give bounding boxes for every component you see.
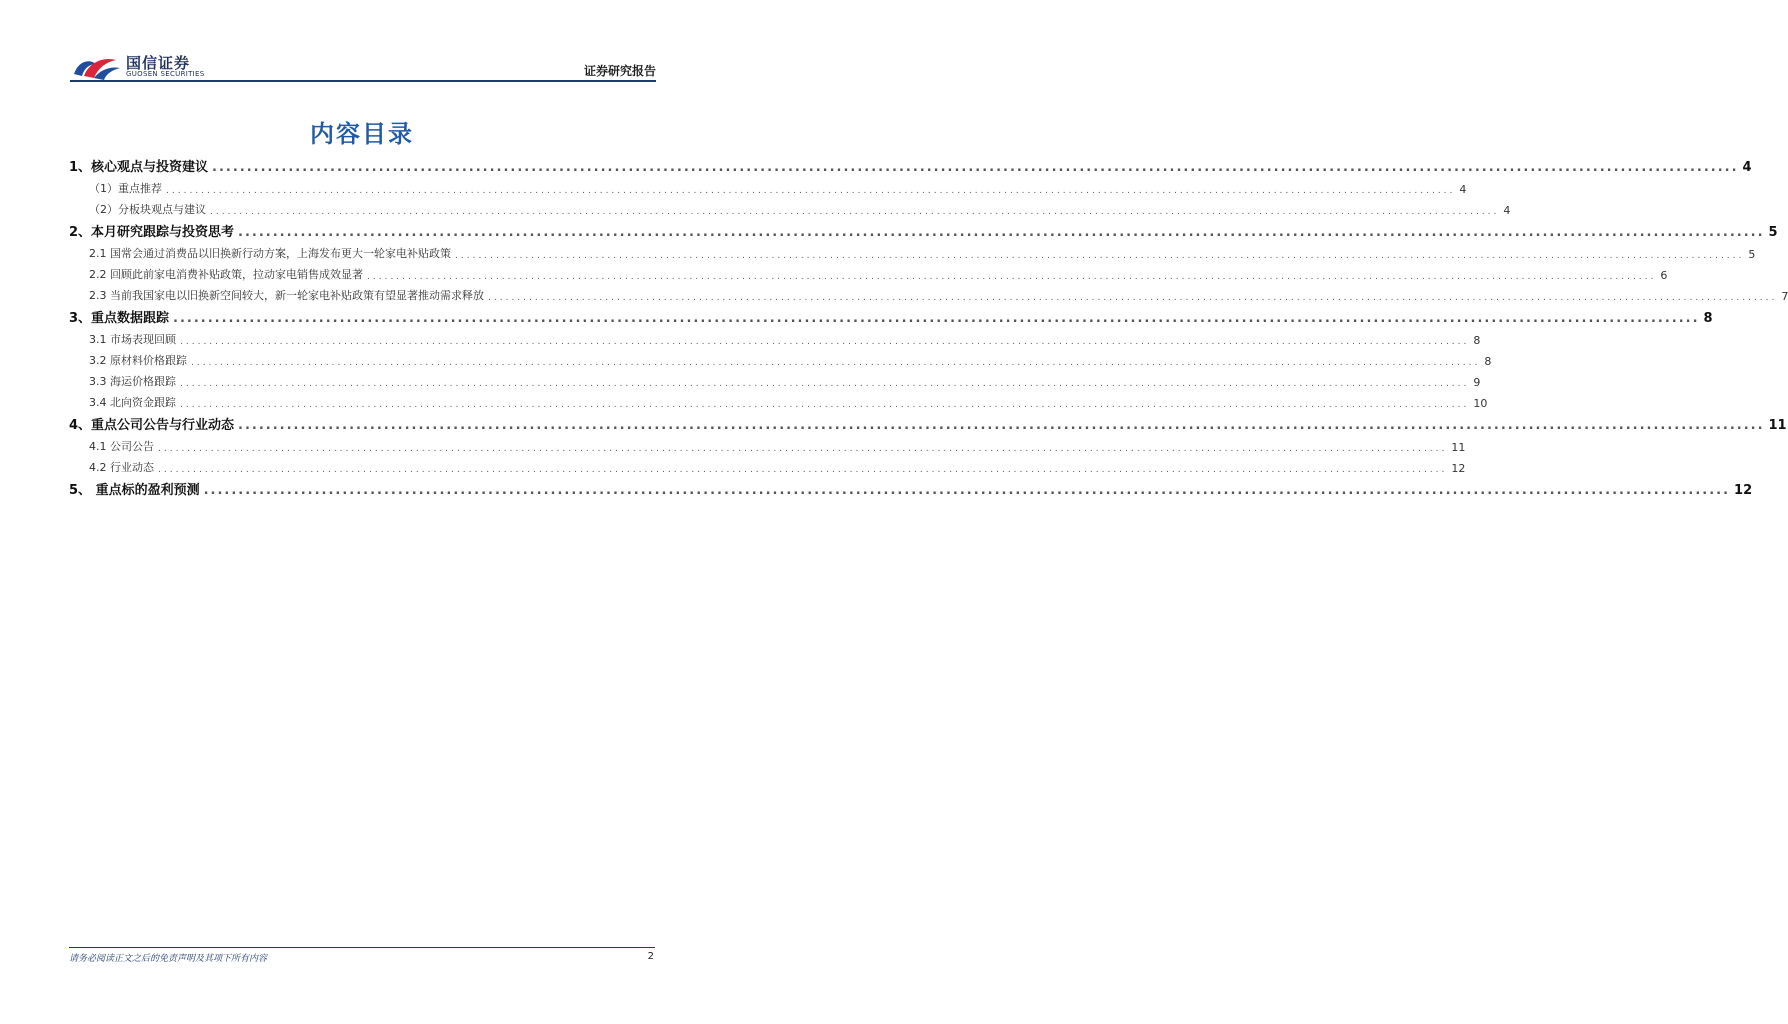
toc-subsection-entry[interactable] — [69, 240, 1756, 261]
toc-entry-label: 1、核心观点与投资建议 — [69, 160, 209, 175]
toc-section-entry[interactable] — [69, 475, 1753, 498]
toc-entry-label: （1）重点推荐 — [89, 182, 162, 195]
toc-leader-dots: ............................................................................................................................................................................................................................ — [180, 337, 1470, 347]
toc-entry-label: 4.2 行业动态 — [89, 461, 154, 474]
toc-entry-label: 2.1 国常会通过消费品以旧换新行动方案，上海发布更大一轮家电补贴政策 — [89, 247, 451, 260]
toc-entry-page: 9 — [1473, 376, 1481, 389]
toc-entry-label: 2.3 当前我国家电以旧换新空间较大，新一轮家电补贴政策有望显著推动需求释放 — [89, 289, 484, 302]
toc-entry-label: 2.2 回顾此前家电消费补贴政策，拉动家电销售成效显著 — [89, 268, 363, 281]
toc-entry-page: 5 — [1768, 225, 1778, 240]
header-divider — [70, 80, 656, 82]
toc-entry-label: 2、本月研究跟踪与投资思考 — [69, 225, 235, 240]
toc-section-entry[interactable] — [69, 217, 1778, 240]
toc-entry-label: 4、重点公司公告与行业动态 — [69, 418, 235, 433]
toc-section-entry[interactable] — [69, 152, 1752, 175]
toc-leader-dots: ............................................................................................................................................................................................................................ — [173, 311, 1700, 326]
toc-entry-page: 12 — [1734, 483, 1753, 498]
toc-section-entry[interactable] — [69, 303, 1713, 326]
page-header — [70, 50, 656, 84]
toc-subsection-entry[interactable] — [69, 196, 1511, 217]
toc-entry-page: 4 — [1742, 160, 1752, 175]
table-of-contents — [69, 152, 1788, 498]
toc-entry-page: 8 — [1473, 334, 1481, 347]
toc-leader-dots: ............................................................................................................................................................................................................................ — [238, 418, 1765, 433]
toc-leader-dots: ............................................................................................................................................................................................................................ — [203, 483, 1731, 498]
toc-entry-page: 6 — [1660, 269, 1668, 282]
toc-leader-dots: ............................................................................................................................................................................................................................ — [367, 272, 1657, 282]
toc-entry-label: 4.1 公司公告 — [89, 440, 154, 453]
toc-entry-label: （2）分板块观点与建议 — [89, 203, 206, 216]
toc-subsection-entry[interactable] — [69, 368, 1481, 389]
company-logo — [70, 50, 210, 84]
logo-english-name: GUOSEN SECURITIES — [126, 70, 205, 78]
toc-entry-page: 8 — [1703, 311, 1713, 326]
toc-entry-page: 11 — [1768, 418, 1787, 433]
toc-title: 内容目录 — [310, 120, 414, 148]
toc-entry-page: 7 — [1781, 290, 1788, 303]
toc-leader-dots: ............................................................................................................................................................................................................................ — [238, 225, 1765, 240]
toc-leader-dots: ............................................................................................................................................................................................................................ — [158, 444, 1448, 454]
guosen-logo-icon — [70, 52, 122, 82]
toc-leader-dots: ............................................................................................................................................................................................................................ — [210, 207, 1500, 217]
toc-entry-page: 4 — [1459, 183, 1467, 196]
toc-leader-dots: ............................................................................................................................................................................................................................ — [166, 186, 1456, 196]
toc-leader-dots: ............................................................................................................................................................................................................................ — [455, 251, 1745, 261]
toc-entry-label: 3.1 市场表现回顾 — [89, 333, 176, 346]
footer-divider — [69, 947, 655, 948]
toc-entry-label: 5、 重点标的盈利预测 — [69, 483, 200, 498]
toc-entry-label: 3、重点数据跟踪 — [69, 311, 170, 326]
footer-disclaimer: 请务必阅读正文之后的免责声明及其项下所有内容 — [69, 954, 268, 964]
toc-entry-page: 5 — [1748, 248, 1756, 261]
toc-entry-page: 11 — [1451, 441, 1466, 454]
toc-entry-label: 3.2 原材料价格跟踪 — [89, 354, 187, 367]
toc-leader-dots: ............................................................................................................................................................................................................................ — [158, 465, 1448, 475]
toc-entry-page: 8 — [1484, 355, 1492, 368]
page-number: 2 — [647, 951, 654, 962]
toc-leader-dots: ............................................................................................................................................................................................................................ — [488, 293, 1778, 303]
toc-entry-page: 12 — [1451, 462, 1466, 475]
toc-leader-dots: ............................................................................................................................................................................................................................ — [180, 400, 1470, 410]
toc-subsection-entry[interactable] — [69, 282, 1788, 303]
toc-subsection-entry[interactable] — [69, 347, 1492, 368]
toc-subsection-entry[interactable] — [69, 175, 1467, 196]
toc-leader-dots: ............................................................................................................................................................................................................................ — [191, 358, 1481, 368]
logo-chinese-name: 国信证券 — [126, 54, 191, 72]
toc-entry-page: 10 — [1473, 397, 1488, 410]
toc-section-entry[interactable] — [69, 410, 1787, 433]
toc-subsection-entry[interactable] — [69, 454, 1466, 475]
toc-subsection-entry[interactable] — [69, 326, 1481, 347]
toc-subsection-entry[interactable] — [69, 261, 1668, 282]
toc-leader-dots: ............................................................................................................................................................................................................................ — [180, 379, 1470, 389]
toc-entry-label: 3.3 海运价格跟踪 — [89, 375, 176, 388]
toc-subsection-entry[interactable] — [69, 433, 1466, 454]
report-type-label: 证券研究报告 — [583, 64, 656, 78]
toc-entry-label: 3.4 北向资金跟踪 — [89, 396, 176, 409]
toc-leader-dots: ............................................................................................................................................................................................................................ — [212, 160, 1739, 175]
toc-entry-page: 4 — [1503, 204, 1511, 217]
toc-subsection-entry[interactable] — [69, 389, 1488, 410]
